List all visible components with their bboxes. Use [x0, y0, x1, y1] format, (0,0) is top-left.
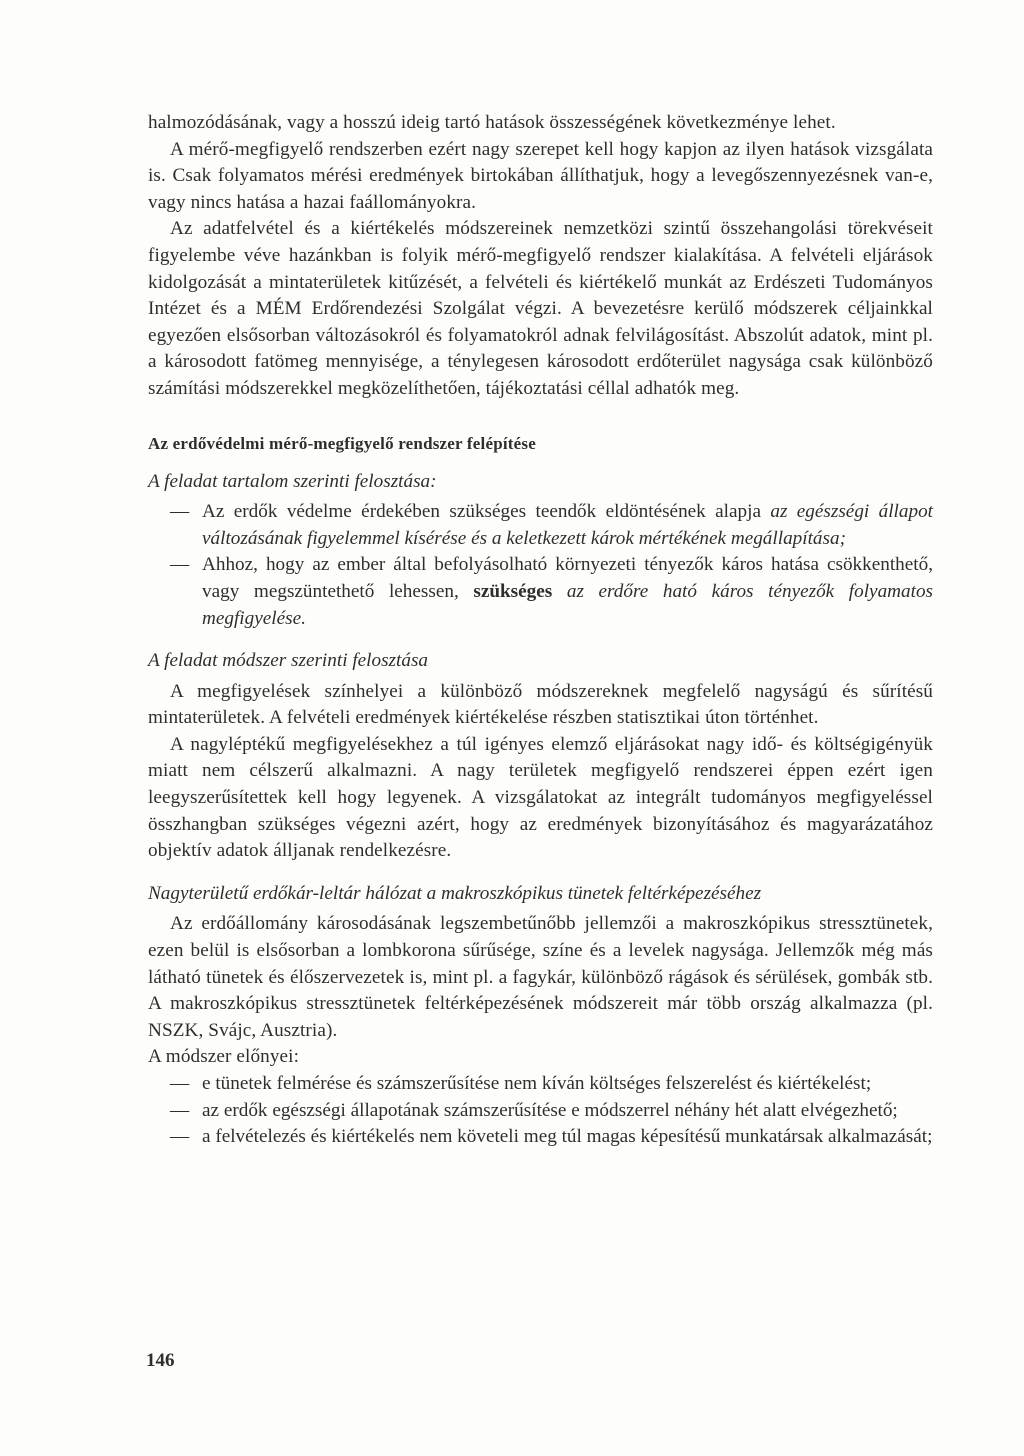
advantages-label: A módszer előnyei: [148, 1046, 299, 1068]
list-item [148, 1071, 933, 1098]
page-body [148, 110, 933, 1151]
page-number: 146 [146, 1350, 175, 1371]
section-title: Az erdővédelmi mérő-megfigyelő rendszer felépítése [148, 433, 536, 453]
list-item-emphasis: az erdőre ható káros tényezők folyamatos megfigyelése. [202, 580, 934, 629]
list-item [148, 1098, 933, 1125]
list-item-bold: szükséges [473, 580, 553, 602]
dash-bullet: — [170, 501, 190, 523]
paragraph-observation-sites: A megfigyelések színhelyei a különböző módszereknek megfelelő nagyságú és sűrítésű mintaterületek. A felvételi eredmények kiértékelése részben statisztikai úton történhet. [148, 680, 933, 729]
subsection-title-inventory: Nagyterületű erdőkár-leltár hálózat a makroszkópikus tünetek feltérképezéséhez [148, 882, 762, 904]
paragraph-macroscopic: Az erdőállomány károsodásának legszembetűnőbb jellemzői a makroszkópikus stressztünetek, ezen belül is elsősorban a lombkorona sűrűsége, színe és a levelek nagysága. Jellemzők még más látható tünetek és élőszervezetek is, mint pl. a fagykár, különböző rágások és sérülések, gombák stb. A makroszkópikus stressztünetek feltérképezésének módszereit már több ország alkalmazza (pl. NSZK, Svájc, Ausztria). [148, 913, 933, 1041]
dash-bullet: — [170, 1073, 190, 1094]
paragraph-continuation: halmozódásának, vagy a hosszú ideig tartó hatások összességének következménye lehet. [148, 112, 836, 133]
dash-bullet: — [170, 554, 190, 576]
list-item-text: a felvételezés és kiértékelés nem követeli meg túl magas képesítésű munkatársak alkalmazását; [202, 1126, 933, 1148]
dash-bullet: — [170, 1126, 190, 1148]
list-item-text: Az erdők védelme érdekében szükséges teendők eldöntésének alapja [202, 501, 771, 523]
paragraph-monitoring-role: A mérő-megfigyelő rendszerben ezért nagy szerepet kell hogy kapjon az ilyen hatások vizsgálata is. Csak folyamatos mérési eredmények birtokában állíthatjuk, hogy a levegőszennyezésnek van-e, vagy nincs hatása a hazai faállományokra. [148, 138, 933, 213]
paragraph-data-collection: Az adatfelvétel és a kiértékelés módszereinek nemzetközi szintű összehangolási törekvéseit figyelembe véve hazánkban is folyik mérő-megfigyelő rendszer kialakítása. A felvételi eljárások kidolgozását a mintaterületek kitűzését, a felvételi és kiértékelő munkát az Erdészeti Tudományos Intézet és a MÉM Erdőrendezési Szolgálat végzi. A bevezetésre kerülő módszerek céljainkkal egyezően elsősorban változásokról és folyamatokról adnak felvilágosítást. Abszolút adatok, mint pl. a károsodott fatömeg mennyisége, a ténylegesen károsodott erdőterület nagysága csak különböző számítási módszerekkel megközelíthetően, tájékoztatási céllal adhatók meg. [148, 218, 933, 399]
list-item-text: e tünetek felmérése és számszerűsítése nem kíván költséges felszerelést és kiértékelést; [202, 1073, 872, 1094]
list-item [148, 552, 933, 632]
list-item-emphasis: az egészségi állapot változásának figyelemmel kísérése és a keletkezett károk mértékének megállapítása; [202, 501, 933, 549]
subsection-title-method: A feladat módszer szerinti felosztása [148, 650, 429, 672]
list-item-text: az erdők egészségi állapotának számszerűsítése e módszerrel néhány hét alatt elvégezhető; [202, 1099, 898, 1121]
subsection-title-content: A feladat tartalom szerinti felosztása: [148, 470, 437, 492]
list-item [148, 499, 933, 552]
list-item-text: Ahhoz, hogy az ember által befolyásolható környezeti tényezők káros hatása csökkenthető, vagy megszüntethető lehessen, [202, 554, 933, 602]
paragraph-large-scale: A nagyléptékű megfigyelésekhez a túl igényes elemző eljárásokat nagy idő- és költségigényük miatt nem célszerű alkalmazni. A nagy területek megfigyelő rendszerei éppen ezért igen leegyszerűsítettek kell hogy legyenek. A vizsgálatokat az integrált tudományos megfigyeléssel összhangban szükséges végezni azért, hogy az eredmények bizonyításához és magyarázatához objektív adatok álljanak rendelkezésre. [148, 733, 933, 862]
list-item [148, 1124, 933, 1151]
dash-bullet: — [170, 1099, 190, 1121]
